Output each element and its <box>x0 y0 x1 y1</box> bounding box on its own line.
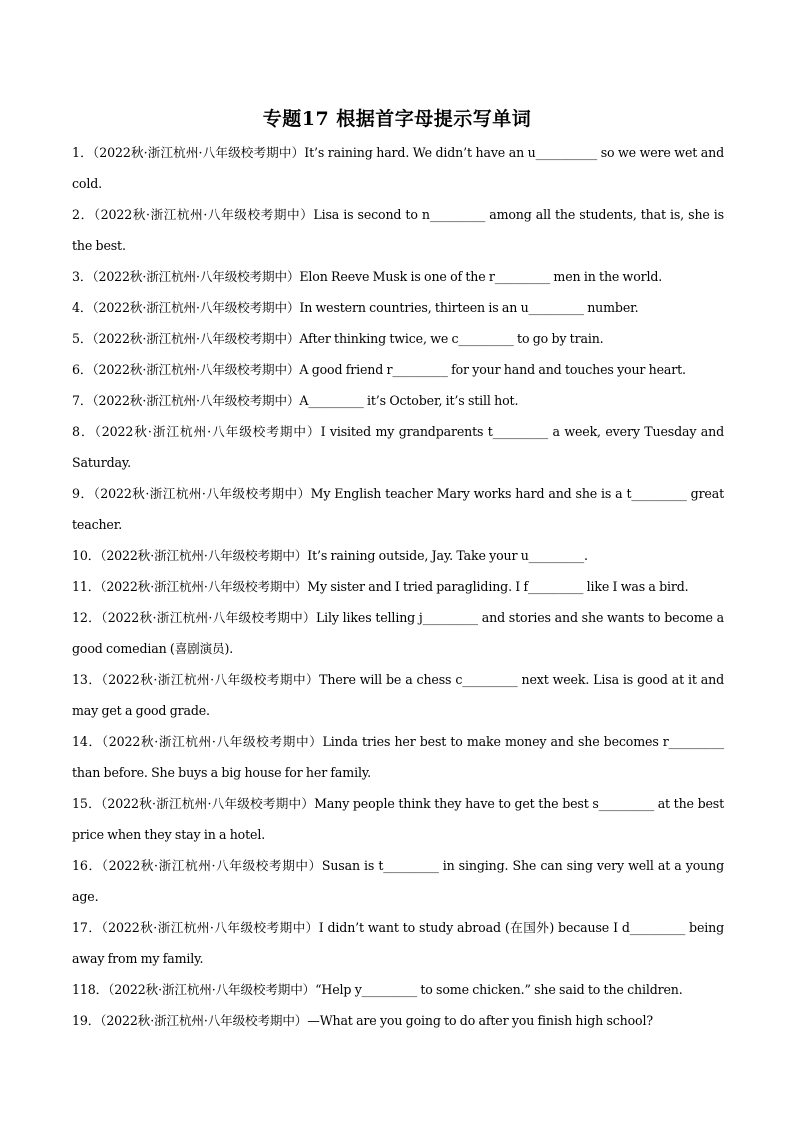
question-source: （2022秋·浙江杭州·八年级校考期中） <box>108 982 316 997</box>
question-number: 2． <box>72 207 94 222</box>
question-number: 1． <box>72 145 93 160</box>
question-source: （2022秋·浙江杭州·八年级校考期中） <box>100 1013 308 1028</box>
question-text: There will be a chess c_________ next week. Lisa is good at it and may get a good grade. <box>72 672 724 718</box>
question-number: 118． <box>72 982 109 997</box>
question-item <box>72 354 724 385</box>
question-item <box>72 199 724 261</box>
question-item <box>72 974 724 1005</box>
question-number: 13． <box>72 672 102 687</box>
question-text: A good friend r_________ for your hand and touches your heart. <box>299 362 686 377</box>
question-source: （2022秋·浙江杭州·八年级校考期中） <box>100 548 308 563</box>
question-source: （2022秋·浙江杭州·八年级校考期中） <box>92 145 305 160</box>
question-source: （2022秋·浙江杭州·八年级校考期中） <box>101 610 316 625</box>
question-source: （2022秋·浙江杭州·八年级校考期中） <box>100 796 315 811</box>
question-text: After thinking twice, we c_________ to go by train. <box>299 331 604 346</box>
question-item <box>72 385 724 416</box>
question-text: Many people think they have to get the best s_________ at the best price when they stay in a hotel. <box>72 796 725 842</box>
question-item <box>72 478 724 540</box>
question-text: Lily likes telling j_________ and stories and she wants to become a good comedian (喜剧演员). <box>72 610 725 656</box>
question-number: 19． <box>72 1013 101 1028</box>
question-source: （2022秋·浙江杭州·八年级校考期中） <box>92 269 300 284</box>
question-number: 10． <box>72 548 101 563</box>
question-item <box>72 292 724 323</box>
question-text: Linda tries her best to make money and she becomes r_________ than before. She buys a big house for her family. <box>72 734 724 780</box>
question-source: （2022秋·浙江杭州·八年级校考期中） <box>101 672 320 687</box>
question-item <box>72 664 724 726</box>
question-source: （2022秋·浙江杭州·八年级校考期中） <box>92 331 300 346</box>
question-number: 4． <box>72 300 93 315</box>
question-list <box>72 137 724 1036</box>
question-source: （2022秋·浙江杭州·八年级校考期中） <box>101 734 323 749</box>
question-number: 15． <box>72 796 101 811</box>
question-item <box>72 571 724 602</box>
question-item <box>72 602 724 664</box>
question-number: 16． <box>72 858 102 873</box>
question-text: Lisa is second to n_________ among all the students, that is, she is the best. <box>72 207 724 253</box>
question-text: I visited my grandparents t_________ a week, every Tuesday and Saturday. <box>72 424 725 470</box>
question-number: 17． <box>72 920 102 935</box>
question-text: It’s raining outside, Jay. Take your u_________. <box>307 548 588 563</box>
question-item <box>72 726 724 788</box>
question-source: （2022秋·浙江杭州·八年级校考期中） <box>94 424 321 439</box>
question-item <box>72 912 724 974</box>
question-text: “Help y_________ to some chicken.” she said to the children. <box>315 982 683 997</box>
question-number: 7． <box>72 393 93 408</box>
question-item <box>72 1005 724 1036</box>
question-source: （2022秋·浙江杭州·八年级校考期中） <box>92 362 300 377</box>
question-number: 14． <box>72 734 102 749</box>
question-source: （2022秋·浙江杭州·八年级校考期中） <box>93 207 314 222</box>
question-text: My English teacher Mary works hard and she is a t_________ great teacher. <box>72 486 725 532</box>
question-text: A_________ it’s October, it’s still hot. <box>299 393 519 408</box>
question-text: My sister and I tried paragliding. I f_________ like I was a bird. <box>307 579 689 594</box>
question-number: 9． <box>72 486 94 501</box>
question-text: I didn’t want to study abroad (在国外) because I d_________ being away from my family. <box>72 920 725 966</box>
question-item <box>72 137 724 199</box>
question-text: It’s raining hard. We didn’t have an u__________ so we were wet and cold. <box>72 145 724 191</box>
question-source: （2022秋·浙江杭州·八年级校考期中） <box>100 579 308 594</box>
question-source: （2022秋·浙江杭州·八年级校考期中） <box>93 486 311 501</box>
question-source: （2022秋·浙江杭州·八年级校考期中） <box>101 920 319 935</box>
question-source: （2022秋·浙江杭州·八年级校考期中） <box>92 393 300 408</box>
question-number: 3． <box>72 269 93 284</box>
question-text: Susan is t_________ in singing. She can sing very well at a young age. <box>72 858 724 904</box>
question-number: 6． <box>72 362 93 377</box>
question-source: （2022秋·浙江杭州·八年级校考期中） <box>101 858 322 873</box>
question-item <box>72 261 724 292</box>
question-item <box>72 540 724 571</box>
question-source: （2022秋·浙江杭州·八年级校考期中） <box>92 300 300 315</box>
question-item <box>72 323 724 354</box>
question-text: Elon Reeve Musk is one of the r_________ men in the world. <box>299 269 663 284</box>
question-item <box>72 788 724 850</box>
question-text: —What are you going to do after you finish high school? <box>307 1013 653 1028</box>
question-item <box>72 850 724 912</box>
question-number: 12． <box>72 610 102 625</box>
question-number: 11． <box>72 579 101 594</box>
question-text: In western countries, thirteen is an u_________ number. <box>299 300 639 315</box>
question-number: 8． <box>72 424 95 439</box>
question-item <box>72 416 724 478</box>
page-title: 专题17 根据首字母提示写单词 <box>262 108 532 130</box>
question-number: 5． <box>72 331 93 346</box>
